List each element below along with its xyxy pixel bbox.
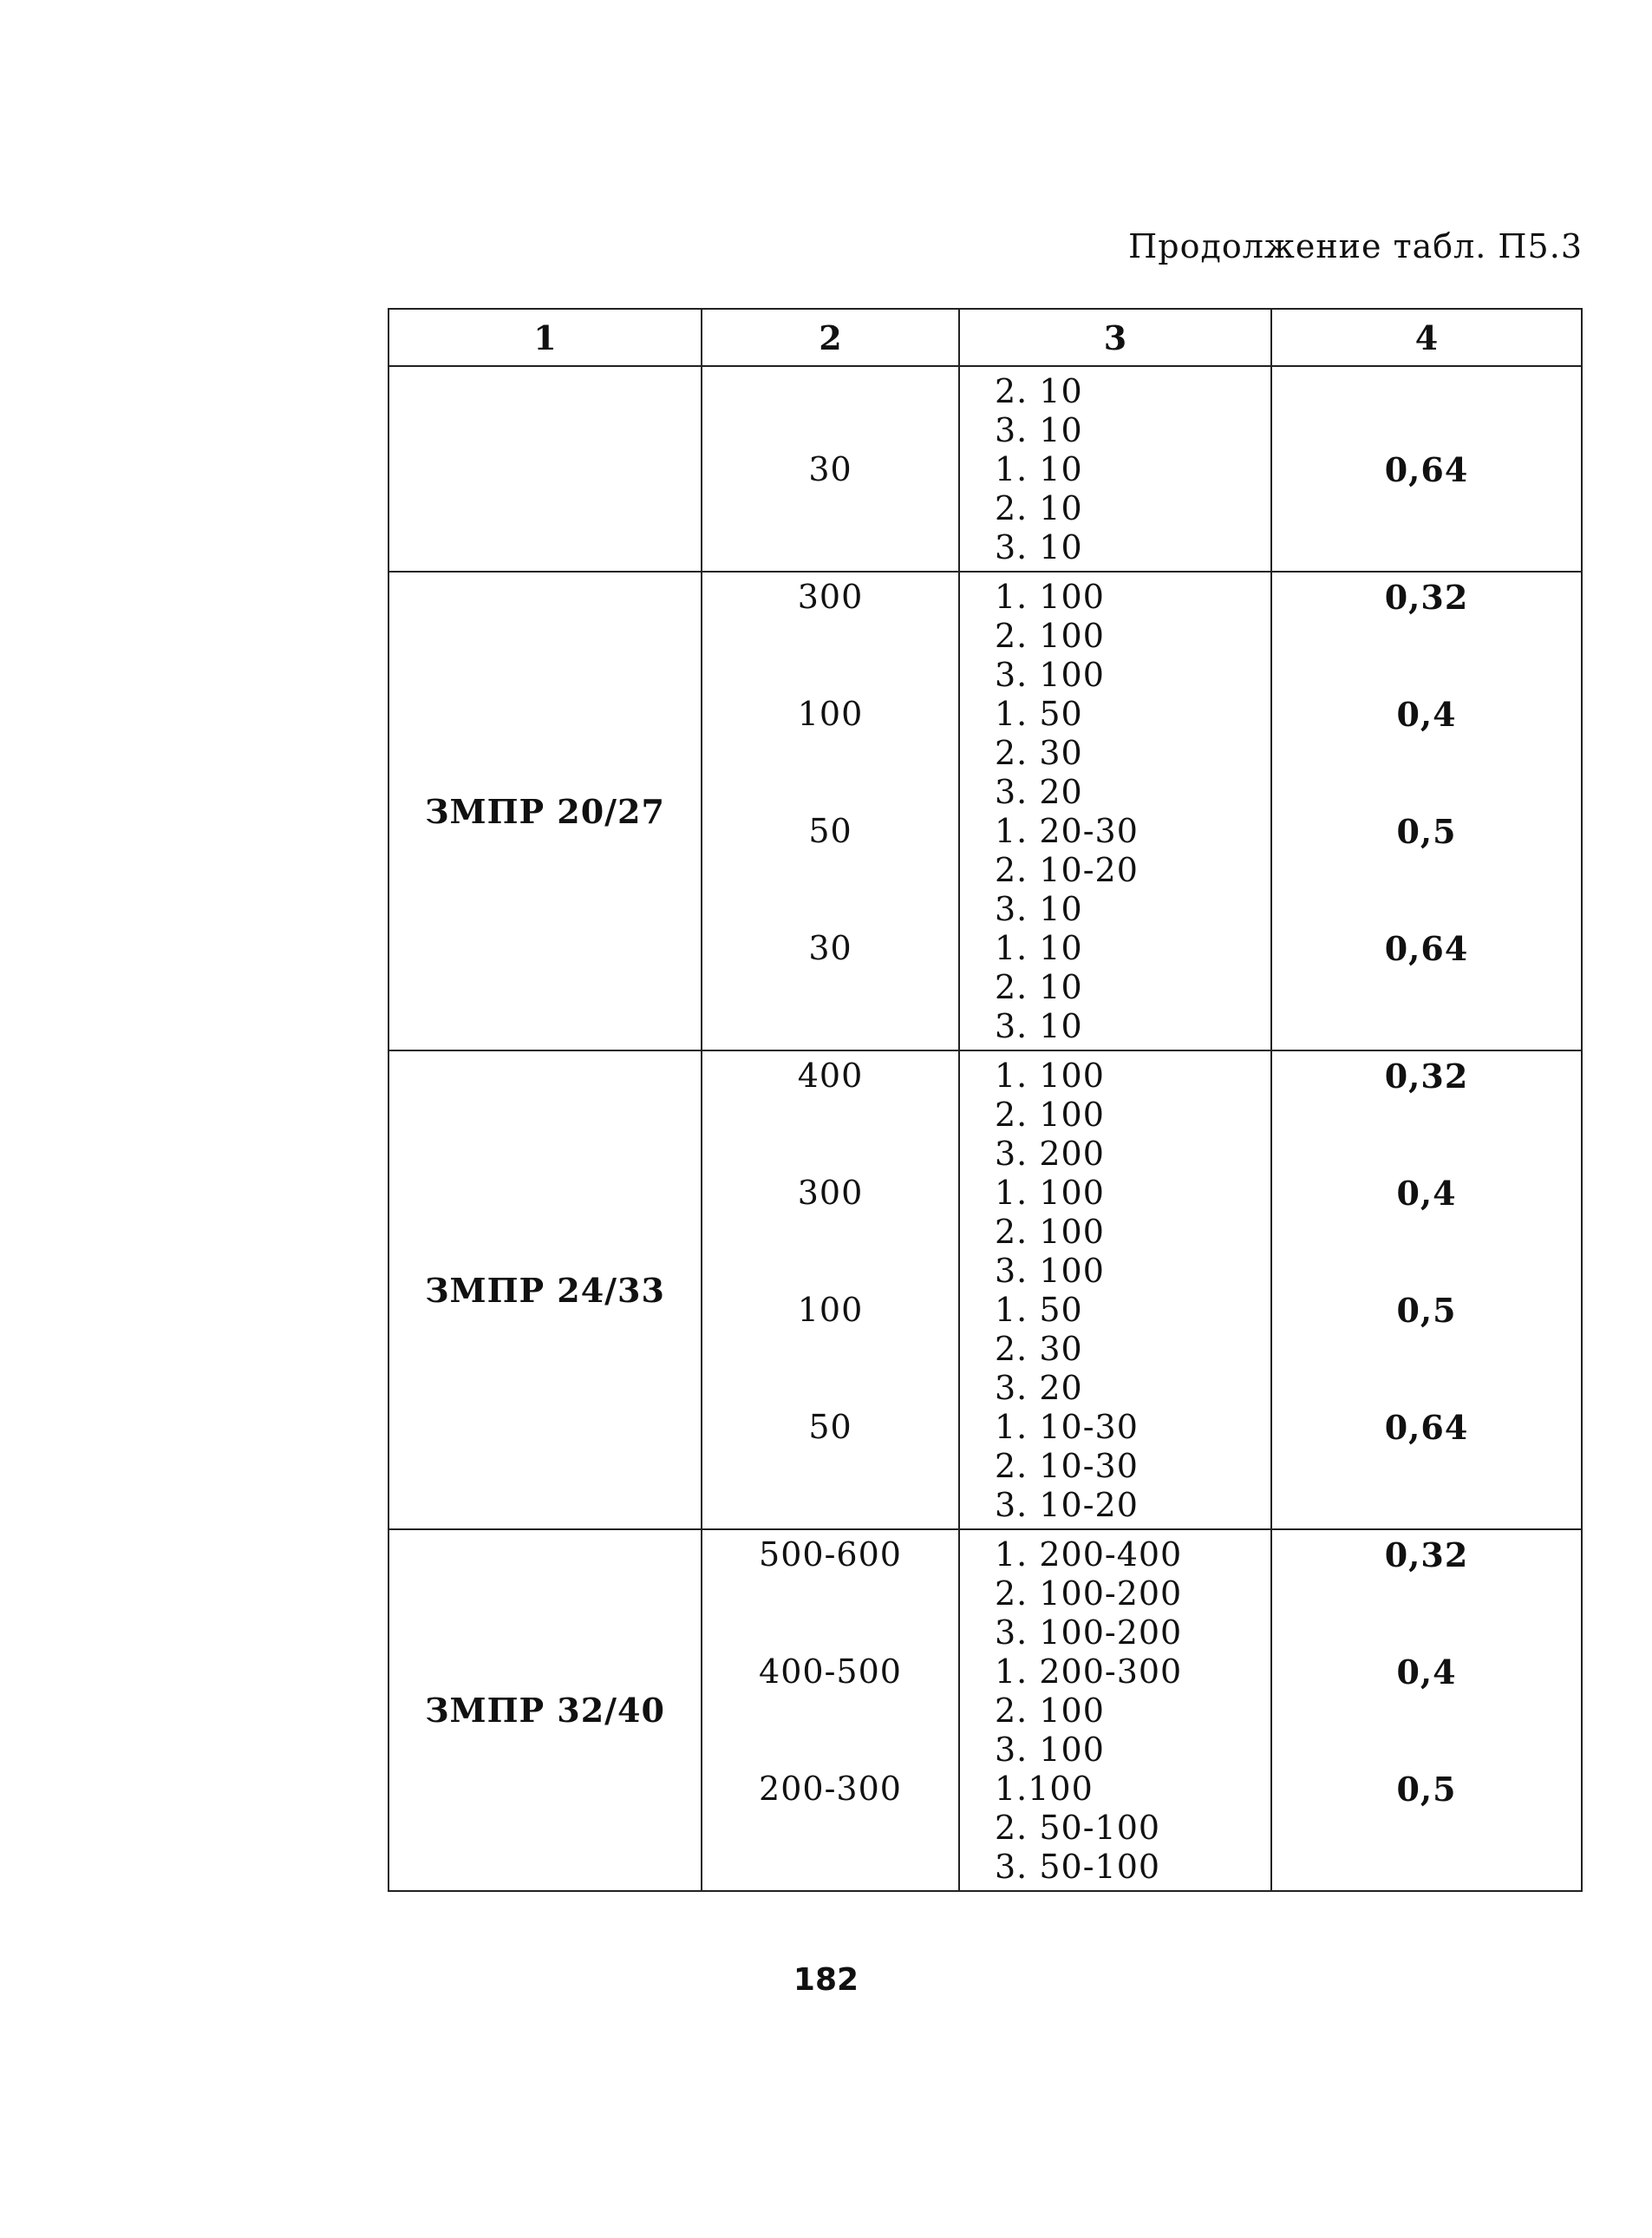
cell-line: 2. 100-200 [995,1574,1183,1613]
cell-line [1272,1809,1581,1848]
cell-line: 1. 10 [995,929,1083,967]
col3-cell [959,1529,1271,1891]
col2-cell [702,572,959,1050]
cell-line [1272,1731,1581,1770]
cell-line: 2. 30 [995,1330,1083,1368]
col3-cell [959,366,1271,572]
cell-line: 400-500 [759,1652,902,1691]
cell-line [702,617,958,656]
cell-line: 1. 10 [995,450,1083,488]
column-header-4: 4 [1271,309,1582,366]
cell-line: 2. 10 [995,968,1083,1006]
cell-line: 0,32 [1384,578,1469,617]
cell-line: 2. 10-30 [995,1447,1139,1485]
cell-line: 0,5 [1396,1291,1457,1330]
cell-line [1272,851,1581,890]
cell-line: 0,64 [1384,450,1469,489]
cell-line [702,489,958,528]
cell-line [702,1848,958,1887]
cell-line [702,1692,958,1731]
cell-line: 2. 100 [995,1096,1105,1134]
cell-line: 3. 50-100 [995,1848,1161,1886]
cell-line [702,528,958,567]
col4-cell [1271,1050,1582,1529]
cell-line: 3. 100 [995,1731,1105,1769]
cell-line: 30 [808,929,852,967]
cell-line [1272,1447,1581,1486]
col2-cell [702,1050,959,1529]
cell-line: 0,4 [1396,695,1457,734]
cell-line [702,773,958,812]
cell-line: 1. 100 [995,578,1105,616]
cell-line [1272,1135,1581,1174]
column-header-3: 3 [959,309,1271,366]
cell-line [1272,734,1581,773]
brand-cell: ЗМПР 20/27 [389,572,702,1050]
cell-line: 1. 50 [995,1291,1083,1329]
cell-line: 2. 10 [995,489,1083,527]
cell-line: 1. 200-300 [995,1652,1183,1691]
cell-line [702,1574,958,1613]
cell-line: 2. 30 [995,734,1083,772]
cell-line: 1. 100 [995,1057,1105,1095]
cell-line [1272,1486,1581,1525]
cell-line [702,1213,958,1252]
cell-line [702,1613,958,1652]
cell-line: 0,5 [1396,812,1457,851]
cell-line: 0,32 [1384,1535,1469,1574]
header-row [389,309,1582,366]
cell-line [1272,528,1581,567]
brand-cell [389,366,702,572]
cell-line: 3. 10-20 [995,1486,1139,1524]
cell-line: 3. 100 [995,656,1105,694]
cell-line [1272,411,1581,450]
cell-line: 3. 10 [995,890,1083,928]
cell-line [1272,1330,1581,1369]
cell-line [702,656,958,695]
cell-line [1272,1007,1581,1046]
cell-line [702,1369,958,1408]
cell-line [702,1135,958,1174]
cell-line [702,372,958,411]
cell-line: 500-600 [759,1535,902,1574]
cell-line: 2. 10-20 [995,851,1139,889]
cell-line [702,734,958,773]
cell-line: 300 [797,578,864,616]
cell-line: 50 [808,812,852,850]
cell-line [702,1252,958,1291]
cell-line [1272,1848,1581,1887]
cell-line [1272,489,1581,528]
cell-line: 2. 100 [995,617,1105,655]
table-caption: Продолжение табл. П5.3 [1128,227,1583,265]
cell-line: 3. 20 [995,1369,1083,1407]
cell-line: 0,5 [1396,1770,1457,1809]
page-number: 182 [793,1962,859,1998]
cell-line [702,1330,958,1369]
cell-line: 3. 10 [995,1007,1083,1045]
cell-line: 3. 200 [995,1135,1105,1173]
cell-line [702,1486,958,1525]
cell-line: 1. 200-400 [995,1535,1183,1574]
cell-line: 1. 50 [995,695,1083,733]
table-row [389,1050,1582,1529]
cell-line [1272,1574,1581,1613]
cell-line: 2. 10 [995,372,1083,410]
col2-cell [702,1529,959,1891]
cell-line: 100 [797,695,864,733]
cell-line [1272,1613,1581,1652]
cell-line [1272,1369,1581,1408]
brand-cell: ЗМПР 32/40 [389,1529,702,1891]
cell-line: 3. 10 [995,528,1083,566]
cell-line: 300 [797,1174,864,1212]
cell-line: 100 [797,1291,864,1329]
cell-line [1272,1252,1581,1291]
cell-line [1272,1096,1581,1135]
column-header-1: 1 [389,309,702,366]
col2-cell [702,366,959,572]
cell-line: 1. 10-30 [995,1408,1139,1446]
cell-line: 0,4 [1396,1174,1457,1213]
cell-line [1272,968,1581,1007]
cell-line [702,411,958,450]
cell-line: 200-300 [759,1770,902,1808]
cell-line: 0,64 [1384,1408,1469,1447]
table-row [389,1529,1582,1891]
cell-line [1272,1213,1581,1252]
cell-line [702,1731,958,1770]
cell-line [1272,1692,1581,1731]
cell-line: 3. 20 [995,773,1083,811]
cell-line [1272,617,1581,656]
col4-cell [1271,366,1582,572]
cell-line: 1. 20-30 [995,812,1139,850]
cell-line: 2. 100 [995,1692,1105,1730]
column-header-2: 2 [702,309,959,366]
cell-line: 3. 10 [995,411,1083,449]
cell-line [702,851,958,890]
cell-line [1272,890,1581,929]
col3-cell [959,1050,1271,1529]
cell-line: 0,4 [1396,1652,1457,1692]
col3-cell [959,572,1271,1050]
cell-line: 3. 100 [995,1252,1105,1290]
cell-line: 0,64 [1384,929,1469,968]
cell-line [1272,656,1581,695]
cell-line [702,1007,958,1046]
cell-line [702,1447,958,1486]
cell-line: 50 [808,1408,852,1446]
cell-line: 30 [808,450,852,488]
cell-line [702,890,958,929]
cell-line [702,1096,958,1135]
cell-line: 2. 50-100 [995,1809,1161,1847]
cell-line: 3. 100-200 [995,1613,1183,1652]
cell-line: 0,32 [1384,1057,1469,1096]
col4-cell [1271,1529,1582,1891]
brand-cell: ЗМПР 24/33 [389,1050,702,1529]
table-row [389,366,1582,572]
cell-line [1272,773,1581,812]
cell-line [1272,372,1581,411]
cell-line: 2. 100 [995,1213,1105,1251]
data-table [388,308,1583,1892]
cell-line [702,968,958,1007]
cell-line: 1. 100 [995,1174,1105,1212]
cell-line: 1.100 [995,1770,1094,1808]
cell-line: 400 [797,1057,864,1095]
table-row [389,572,1582,1050]
cell-line [702,1809,958,1848]
col4-cell [1271,572,1582,1050]
